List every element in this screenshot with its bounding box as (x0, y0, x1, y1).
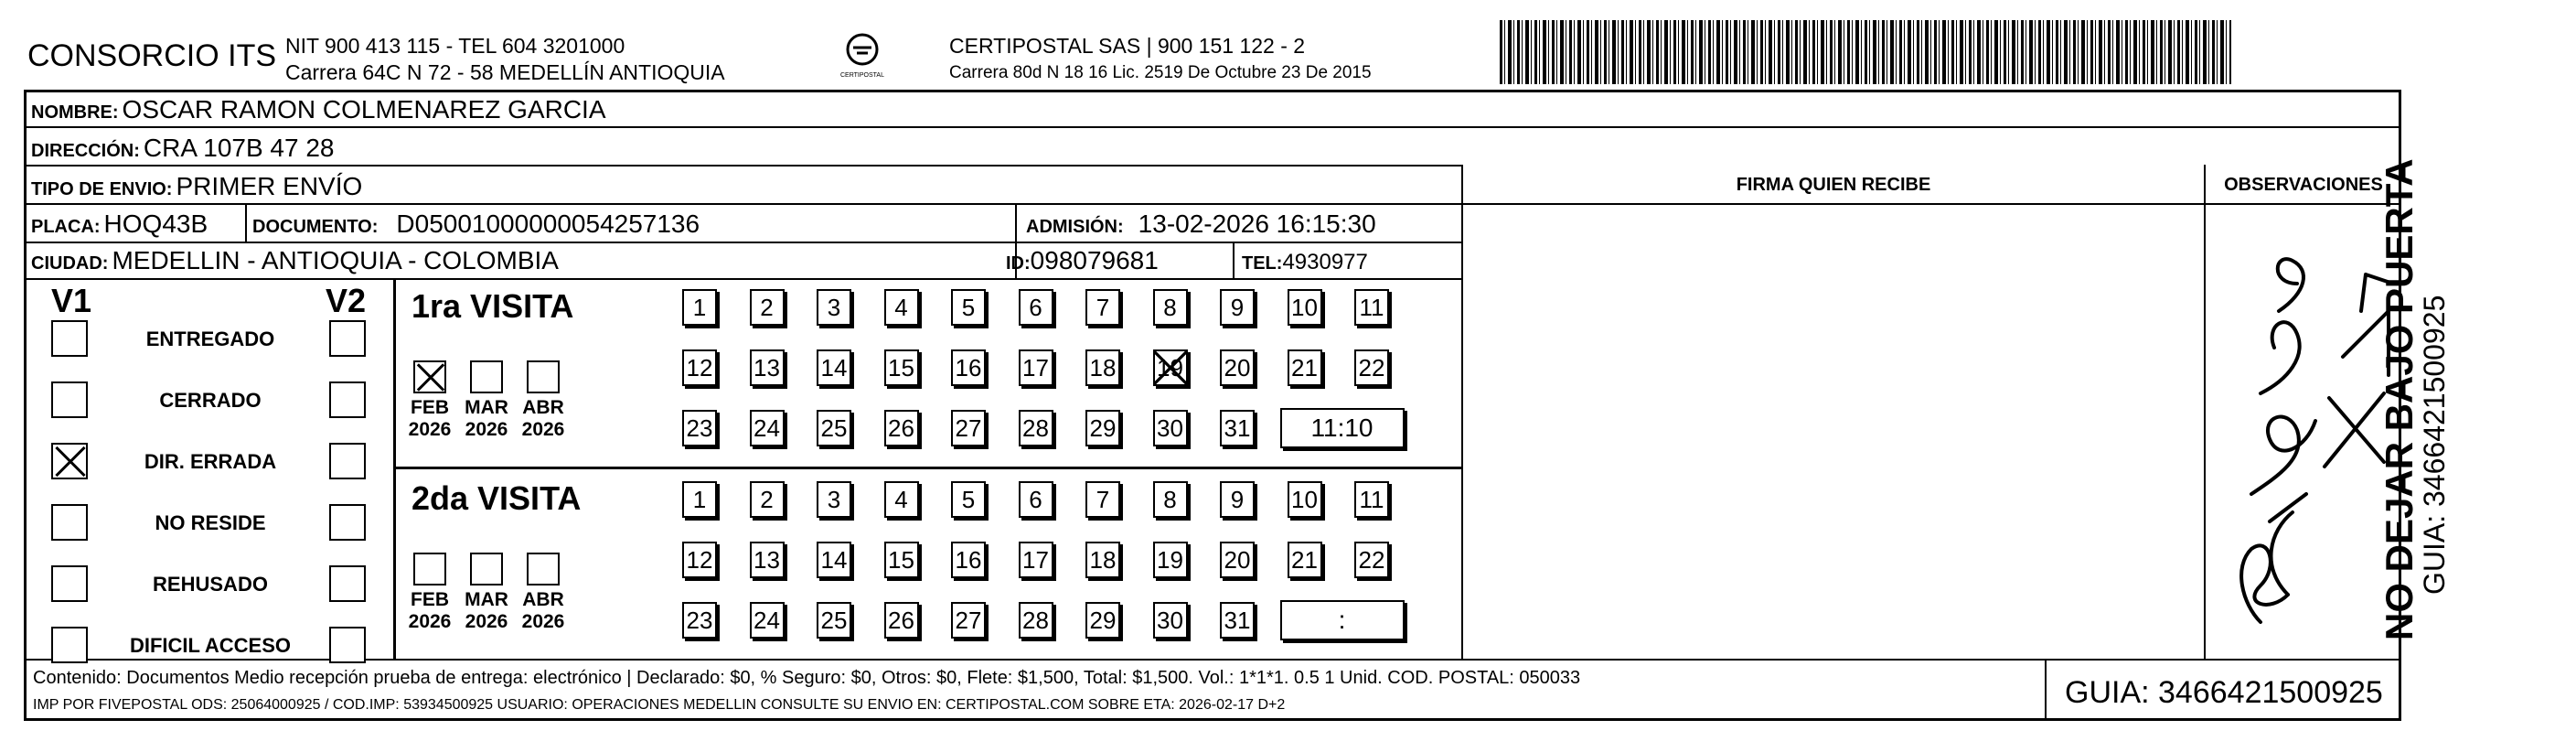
send-type: PRIMER ENVÍO (176, 172, 363, 200)
day-box[interactable]: 2 (750, 481, 785, 518)
day-box[interactable]: 6 (1019, 481, 1053, 518)
plate: HOQ43B (103, 209, 208, 238)
v2-checkbox[interactable] (329, 443, 366, 479)
name-field: NOMBRE: OSCAR RAMON COLMENAREZ GARCIA (31, 95, 606, 124)
day-box[interactable]: 25 (817, 602, 851, 639)
plate-field: PLACA: HOQ43B (31, 209, 208, 238)
carrier-info (949, 33, 1372, 86)
v1-checkbox[interactable] (51, 627, 88, 663)
visit1-title: 1ra VISITA (412, 287, 574, 325)
v1-label: V1 (51, 282, 92, 319)
divider (1233, 242, 1235, 278)
v1-checkbox[interactable] (51, 504, 88, 541)
day-box[interactable]: 14 (817, 542, 851, 578)
day-box[interactable]: 20 (1220, 349, 1255, 386)
month-label: FEB 2026 (408, 397, 452, 440)
day-box[interactable]: 5 (951, 289, 986, 326)
day-box[interactable]: 12 (682, 542, 717, 578)
company-name: CONSORCIO ITS (27, 38, 277, 73)
day-box[interactable]: 20 (1220, 542, 1255, 578)
divider (2045, 659, 2047, 721)
carrier-line: CERTIPOSTAL SAS | 900 151 122 - 2 (949, 34, 1306, 58)
day-box[interactable]: 25 (817, 410, 851, 446)
side-warning: NO DEJAR BAJO PUERTA (2378, 158, 2421, 640)
certipostal-logo (812, 31, 913, 82)
v1-checkbox[interactable] (51, 320, 88, 357)
v2-label: V2 (326, 282, 367, 319)
month-label: ABR 2026 (521, 397, 565, 440)
day-box[interactable]: 15 (884, 542, 919, 578)
month-label: FEB 2026 (408, 589, 452, 632)
v2-checkbox[interactable] (329, 381, 366, 418)
tel: 4930977 (1282, 250, 1368, 274)
v2-checkbox[interactable] (329, 320, 366, 357)
day-box[interactable]: 29 (1085, 602, 1120, 639)
day-box[interactable]: 30 (1153, 410, 1188, 446)
divider (393, 467, 1461, 469)
divider (1461, 165, 1463, 659)
status-label: REHUSADO (153, 573, 268, 596)
send-type-field: TIPO DE ENVIO: PRIMER ENVÍO (31, 172, 363, 200)
day-box[interactable]: 29 (1085, 410, 1120, 446)
id-number: 098079681 (1030, 246, 1159, 274)
v2-checkbox[interactable] (329, 504, 366, 541)
day-box[interactable]: 8 (1153, 289, 1188, 326)
guia-number: GUIA: 3466421500925 (2065, 675, 2383, 710)
day-box[interactable]: 1 (682, 481, 717, 518)
day-box[interactable]: 8 (1153, 481, 1188, 518)
nit-line: NIT 900 413 115 - TEL 604 3201000 (285, 34, 625, 58)
day-box[interactable]: 28 (1019, 602, 1053, 639)
day-box[interactable]: 14 (817, 349, 851, 386)
month-checkbox[interactable] (413, 553, 446, 585)
address-field: DIRECCIÓN: CRA 107B 47 28 (31, 134, 335, 162)
day-box[interactable]: 31 (1220, 602, 1255, 639)
day-box[interactable]: 10 (1288, 289, 1322, 326)
day-box[interactable]: 9 (1220, 289, 1255, 326)
status-label: DIR. ERRADA (144, 450, 277, 473)
day-box[interactable]: 1 (682, 289, 717, 326)
status-label: ENTREGADO (145, 328, 275, 350)
admission-field: ADMISIÓN: 13-02-2026 16:15:30 (1026, 209, 1376, 238)
city-field: CIUDAD: MEDELLIN - ANTIOQUIA - COLOMBIA (31, 246, 559, 274)
day-box[interactable]: 7 (1085, 481, 1120, 518)
signature-header: FIRMA QUIEN RECIBE (1736, 175, 1931, 195)
v1-checkbox[interactable] (51, 381, 88, 418)
recipient-name: OSCAR RAMON COLMENAREZ GARCIA (122, 95, 606, 124)
day-box[interactable]: 11 (1354, 481, 1389, 518)
license-line: Carrera 80d N 18 16 Lic. 2519 De Octubre 23 De 2015 (949, 63, 1372, 82)
side-guia: GUIA: 3466421500925 (2418, 295, 2451, 595)
divider (24, 203, 2401, 205)
day-box[interactable]: 4 (884, 481, 919, 518)
document-number: D05001000000054257136 (396, 209, 700, 238)
month-label: ABR 2026 (521, 589, 565, 632)
id-field: ID:098079681 (1006, 246, 1159, 274)
v2-checkbox[interactable] (329, 565, 366, 602)
day-box[interactable]: 11 (1354, 289, 1389, 326)
day-box[interactable]: 27 (951, 410, 986, 446)
day-box[interactable]: 3 (817, 481, 851, 518)
day-box[interactable]: 15 (884, 349, 919, 386)
month-checkbox[interactable] (470, 360, 503, 393)
content-line: Contenido: Documentos Medio recepción prueba de entrega: electrónico | Declarado: $0, % Seguro: $0, Otros: $0, Flete: $1,500, Total: $1,500. Vol.: 1*1*1. 0.5 1 Unid. COD. POSTAL: 050033 (33, 668, 1581, 688)
visit2-title: 2da VISITA (412, 479, 582, 517)
observations-header: OBSERVACIONES (2224, 175, 2383, 195)
divider (245, 203, 247, 242)
document-field: DOCUMENTO: D05001000000054257136 (252, 209, 700, 238)
v2-checkbox[interactable] (329, 627, 366, 663)
day-box[interactable]: 6 (1019, 289, 1053, 326)
day-box[interactable]: 22 (1354, 542, 1389, 578)
day-box[interactable]: 22 (1354, 349, 1389, 386)
day-box[interactable]: 16 (951, 349, 986, 386)
month-label: MAR 2026 (465, 397, 508, 440)
admission-date: 13-02-2026 16:15:30 (1138, 209, 1376, 238)
imp-line: IMP POR FIVEPOSTAL ODS: 25064000925 / COD.IMP: 53934500925 USUARIO: OPERACIONES MEDELLIN CONSULTE SU ENVIO EN: CERTIPOSTAL.COM SOBRE ETA: 2026-02-17 D+2 (33, 697, 1286, 713)
day-box[interactable]: 31 (1220, 410, 1255, 446)
day-box[interactable]: 10 (1288, 481, 1322, 518)
status-label: NO RESIDE (155, 511, 266, 534)
day-box[interactable]: 17 (1019, 349, 1053, 386)
handwritten-observation (2206, 220, 2401, 650)
logo-icon (844, 31, 881, 68)
day-box[interactable]: 27 (951, 602, 986, 639)
day-box[interactable]: 13 (750, 542, 785, 578)
hour-field[interactable]: : (1280, 600, 1405, 640)
day-box[interactable]: 17 (1019, 542, 1053, 578)
v1-checkbox[interactable] (51, 565, 88, 602)
month-checkbox[interactable] (527, 360, 560, 393)
day-box[interactable]: 21 (1288, 542, 1322, 578)
day-box[interactable]: 16 (951, 542, 986, 578)
divider (393, 278, 396, 659)
day-box[interactable]: 4 (884, 289, 919, 326)
day-box[interactable]: 12 (682, 349, 717, 386)
day-box[interactable]: 28 (1019, 410, 1053, 446)
day-box[interactable]: 21 (1288, 349, 1322, 386)
day-box[interactable]: 19 (1153, 349, 1188, 386)
day-box[interactable]: 23 (682, 410, 717, 446)
barcode (1500, 20, 2231, 84)
day-box[interactable]: 24 (750, 602, 785, 639)
month-checkbox[interactable] (527, 553, 560, 585)
day-box[interactable]: 26 (884, 602, 919, 639)
day-box[interactable]: 3 (817, 289, 851, 326)
company-info (285, 33, 725, 86)
recipient-address: CRA 107B 47 28 (143, 134, 335, 162)
day-box[interactable]: 30 (1153, 602, 1188, 639)
address-line: Carrera 64C N 72 - 58 MEDELLÍN ANTIOQUIA (285, 60, 725, 84)
day-box[interactable]: 7 (1085, 289, 1120, 326)
day-box[interactable]: 18 (1085, 349, 1120, 386)
v1-checkbox[interactable] (51, 443, 88, 479)
status-label: CERRADO (159, 389, 262, 412)
day-box[interactable]: 5 (951, 481, 986, 518)
city: MEDELLIN - ANTIOQUIA - COLOMBIA (112, 246, 559, 274)
tel-field: TEL:4930977 (1242, 250, 1368, 274)
day-box[interactable]: 19 (1153, 542, 1188, 578)
day-box[interactable]: 13 (750, 349, 785, 386)
day-box[interactable]: 24 (750, 410, 785, 446)
month-checkbox[interactable] (470, 553, 503, 585)
day-box[interactable]: 26 (884, 410, 919, 446)
day-box[interactable]: 18 (1085, 542, 1120, 578)
day-box[interactable]: 9 (1220, 481, 1255, 518)
logo-text: CERTIPOSTAL (840, 72, 884, 79)
day-box[interactable]: 23 (682, 602, 717, 639)
hour-field[interactable]: 11:10 (1280, 408, 1405, 448)
month-label: MAR 2026 (465, 589, 508, 632)
month-checkbox[interactable] (413, 360, 446, 393)
status-label: DIFICIL ACCESO (129, 634, 291, 657)
day-box[interactable]: 2 (750, 289, 785, 326)
